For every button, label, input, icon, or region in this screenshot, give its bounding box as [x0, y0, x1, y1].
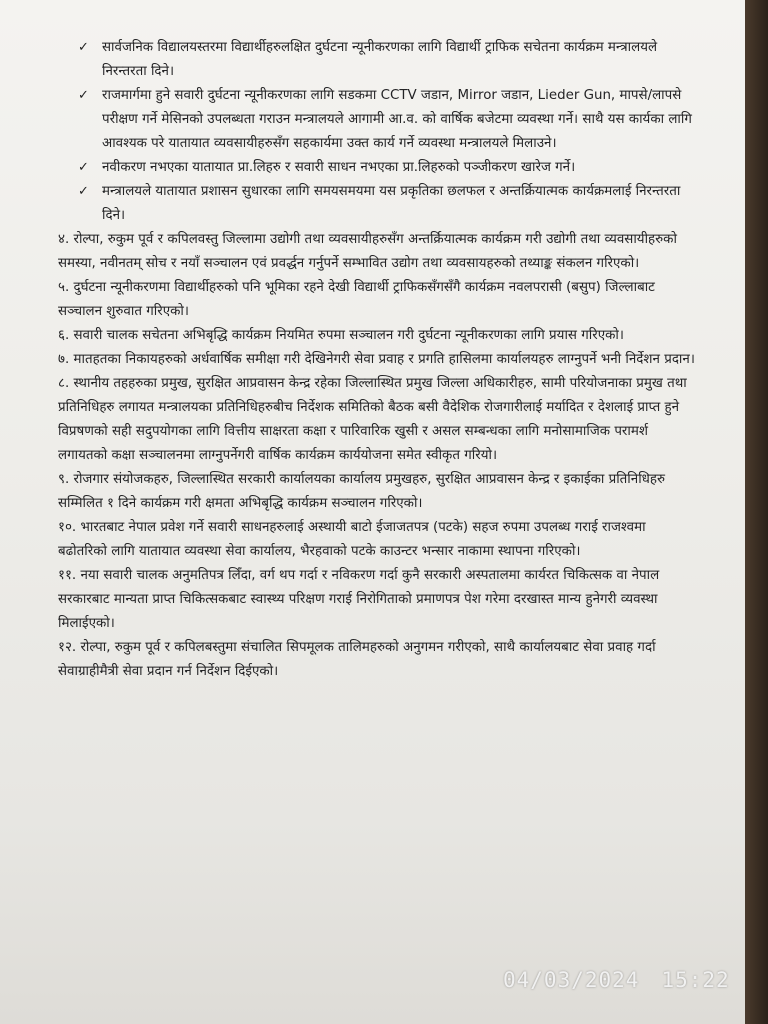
check-icon: ✓ [78, 160, 89, 175]
numbered-paragraph-4: ४. रोल्पा, रुकुम पूर्व र कपिलवस्तु जिल्लामा उद्योगी तथा व्यवसायीहरुसँग अन्तर्क्रियात्मक कार्यक्रम गरी उद्योगी तथा व्यवसायीहरुको समस्या, नवीनतम् सोच र नयाँ सञ्चालन एवं प्रवर्द्धन गर्नुपर्ने सम्भावित उद्योग तथा व्यवसायहरुको तथ्याङ्क संकलन गरिएको। [58, 232, 677, 271]
check-icon: ✓ [78, 184, 89, 199]
checklist-item [58, 84, 698, 156]
checklist-item [58, 156, 698, 180]
numbered-paragraph-7: ७. मातहतका निकायहरुको अर्धवार्षिक समीक्षा गरी देखिनेगरी सेवा प्रवाह र प्रगति हासिलमा कार्यालयहरु लाग्नुपर्ने भनी निर्देशन प्रदान। [58, 352, 695, 367]
check-icon: ✓ [78, 88, 89, 103]
numbered-paragraph-12: १२. रोल्पा, रुकुम पूर्व र कपिलबस्तुमा संचालित सिपमूलक तालिमहरुको अनुगमन गरीएको, साथै कार्यालयबाट सेवा प्रवाह गर्दा सेवाग्राहीमैत्री सेवा प्रदान गर्न निर्देशन दिईएको। [58, 640, 656, 679]
checklist-text: राजमार्गमा हुने सवारी दुर्घटना न्यूनीकरणका लागि सडकमा CCTV जडान, Mirror जडान, Lieder Gun, मापसे/लापसे परीक्षण गर्ने मेसिनको उपलब्धता गराउन मन्त्रालयले आगामी आ.व. को वार्षिक बजेटमा व्यवस्था गर्ने। साथै यस कार्यका लागि आवश्यक परे यातायात व्यवसायीहरुसँग सहकार्यमा उक्त कार्य गर्ने व्यवस्था मन्त्रालयले मिलाउने। [102, 88, 692, 151]
checklist-item [58, 180, 698, 228]
checklist-item [58, 36, 698, 84]
checklist-text: सार्वजनिक विद्यालयस्तरमा विद्यार्थीहरुलक्षित दुर्घटना न्यूनीकरणका लागि विद्यार्थी ट्राफिक सचेतना कार्यक्रम मन्त्रालयले निरन्तरता दिने। [102, 40, 658, 79]
numbered-paragraph-5: ५. दुर्घटना न्यूनीकरणमा विद्यार्थीहरुको पनि भूमिका रहने देखी विद्यार्थी ट्राफिकसँगसँगै कार्यक्रम नवलपरासी (बसुप) जिल्लाबाट सञ्चालन शुरुवात गरिएको। [58, 280, 655, 319]
numbered-paragraph-8: ८. स्थानीय तहहरुका प्रमुख, सुरक्षित आप्रवासन केन्द्र रहेका जिल्लास्थित प्रमुख जिल्ला अधिकारीहरु, सामी परियोजनाका प्रमुख तथा प्रतिनिधिहरु लगायत मन्त्रालयका प्रतिनिधिहरुबीच निर्देशक समितिको बैठक बसी वैदेशिक रोजगारीलाई मर्यादित र देशलाई प्राप्त हुने विप्रषणको सही सदुपयोगका लागि वित्तीय साक्षरता कक्षा र पारिवारिक खुसी र असल सम्बन्धका लागि मनोसामाजिक परामर्श लगायतको कक्षा सञ्चालनमा लाग्नुपर्नेगरी वार्षिक कार्यक्रम कार्ययोजना समेत स्वीकृत गरियो। [58, 376, 687, 463]
numbered-paragraph-11: ११. नया सवारी चालक अनुमतिपत्र लिँदा, वर्ग थप गर्दा र नविकरण गर्दा कुनै सरकारी अस्पतालमा कार्यरत चिकित्सक वा नेपाल सरकारबाट मान्यता प्राप्त चिकित्सकबाट स्वास्थ्य परिक्षण गराई निरोगिताको प्रमाणपत्र पेश गरेमा दरखास्त मान्य हुनेगरी व्यवस्था मिलाईएको। [58, 568, 660, 631]
numbered-paragraph-6: ६. सवारी चालक सचेतना अभिबृद्धि कार्यक्रम नियमित रुपमा सञ्चालन गरी दुर्घटना न्यूनीकरणका लागि प्रयास गरिएको। [58, 328, 624, 343]
document-body [58, 36, 698, 684]
check-icon: ✓ [78, 40, 89, 55]
checklist-text: मन्त्रालयले यातायात प्रशासन सुधारका लागि समयसमयमा यस प्रकृतिका छलफल र अन्तर्क्रियात्मक कार्यक्रमलाई निरन्तरता दिने। [102, 184, 681, 223]
photo-timestamp [503, 968, 730, 992]
timestamp-time: 15:22 [661, 968, 730, 992]
numbered-paragraph-9: ९. रोजगार संयोजकहरु, जिल्लास्थित सरकारी कार्यालयका कार्यालय प्रमुखहरु, सुरक्षित आप्रवासन केन्द्र र इकाईका प्रतिनिधिहरु सम्मिलित १ दिने कार्यक्रम गरी क्षमता अभिबृद्धि कार्यक्रम सञ्चालन गरिएको। [58, 472, 666, 511]
checklist-text: नवीकरण नभएका यातायात प्रा.लिहरु र सवारी साधन नभएका प्रा.लिहरुको पञ्जीकरण खारेज गर्ने। [102, 160, 576, 175]
table-surface [745, 0, 768, 1024]
numbered-paragraph-10: १०. भारतबाट नेपाल प्रवेश गर्ने सवारी साधनहरुलाई अस्थायी बाटो ईजाजतपत्र (पटके) सहज रुपमा उपलब्ध गराई राजश्वमा बढोतरिको लागि यातायात व्यवस्था सेवा कार्यालय, भैरहवाको पटके काउन्टर भन्सार नाकामा स्थापना गरिएको। [58, 520, 646, 559]
timestamp-date: 04/03/2024 [503, 968, 640, 992]
